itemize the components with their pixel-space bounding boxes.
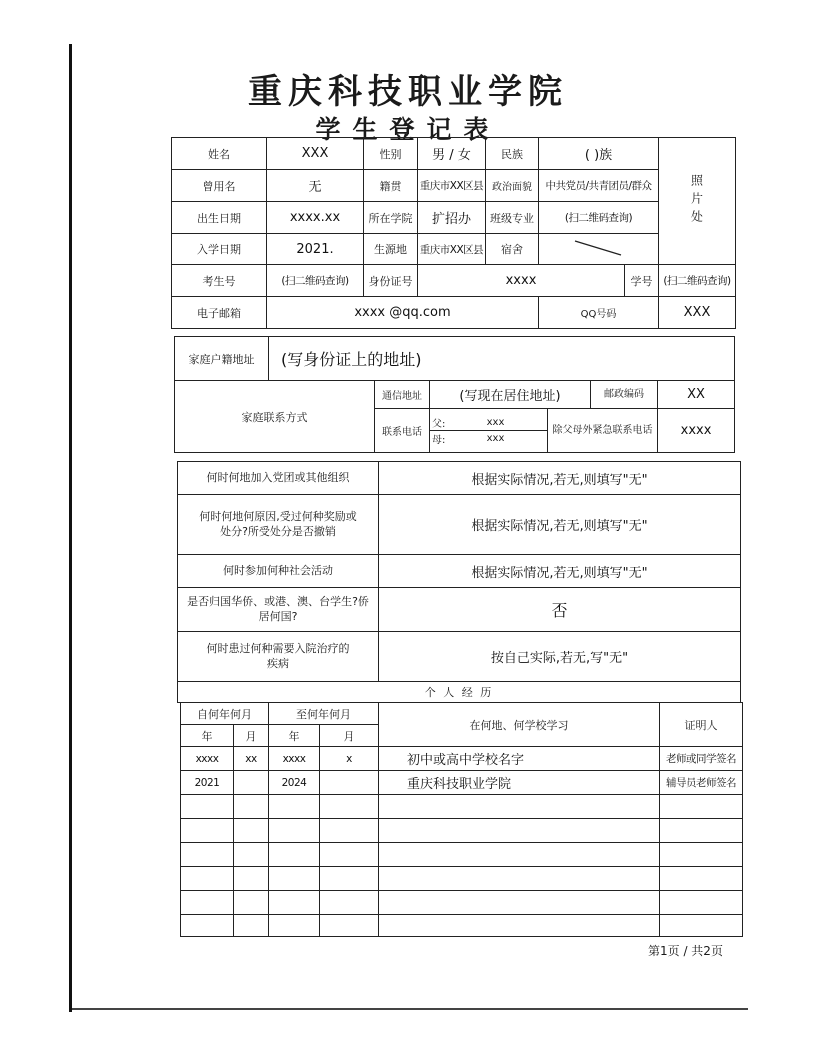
month-header: 月 bbox=[234, 725, 269, 747]
name-value: XXX bbox=[267, 138, 364, 170]
witness-header: 证明人 bbox=[660, 703, 743, 747]
political-status-value: 中共党员/共青团员/群众 bbox=[539, 170, 659, 202]
native-place-value: 重庆市XX区县 bbox=[418, 170, 486, 202]
from-year-cell: xxxx bbox=[181, 747, 234, 771]
page-number: 第1页 / 共2页 bbox=[648, 944, 723, 958]
from-month-cell bbox=[234, 771, 269, 795]
contact-table bbox=[174, 336, 735, 453]
father-phone-value: xxx bbox=[486, 417, 505, 428]
postcode-label: 邮政编码 bbox=[591, 381, 658, 409]
contact-label: 家庭联系方式 bbox=[175, 381, 375, 453]
history-answer: 根据实际情况,若无,则填写"无" bbox=[379, 462, 741, 495]
phone-label: 联系电话 bbox=[375, 409, 430, 453]
former-name-label: 曾用名 bbox=[172, 170, 267, 202]
school-name: 重庆科技职业学院 bbox=[248, 72, 568, 112]
witness-cell: 辅导员老师签名 bbox=[660, 771, 743, 795]
postcode-value: XX bbox=[658, 381, 735, 409]
id-no-value: xxxx bbox=[418, 265, 625, 297]
mail-address-value: (写现在居住地址) bbox=[430, 381, 591, 409]
history-question: 何时何地何原因,受过何种奖励或处分?所受处分是否撤销 bbox=[178, 495, 379, 555]
qq-label: QQ号码 bbox=[539, 297, 659, 329]
scan-edge bbox=[69, 44, 72, 1012]
history-table bbox=[177, 461, 741, 703]
history-question: 何时参加何种社会活动 bbox=[178, 555, 379, 588]
name-label: 姓名 bbox=[172, 138, 267, 170]
table-row bbox=[181, 747, 743, 771]
emergency-value: xxxx bbox=[658, 409, 735, 453]
dorm-label: 宿舍 bbox=[486, 234, 539, 265]
household-value: (写身份证上的地址) bbox=[269, 337, 735, 381]
history-question: 是否归国华侨、或港、澳、台学生?侨居何国? bbox=[178, 588, 379, 632]
to-month-cell: x bbox=[320, 747, 379, 771]
origin-value: 重庆市XX区县 bbox=[418, 234, 486, 265]
student-no-label: 学号 bbox=[625, 265, 659, 297]
father-label: 父: bbox=[432, 419, 446, 430]
emergency-label: 除父母外紧急联系电话 bbox=[548, 409, 658, 453]
table-row bbox=[181, 915, 743, 937]
table-row bbox=[181, 891, 743, 915]
history-answer: 根据实际情况,若无,则填写"无" bbox=[379, 495, 741, 555]
enroll-date-value: 2021. bbox=[267, 234, 364, 265]
history-answer: 否 bbox=[379, 588, 741, 632]
history-answer: 按自己实际,若无,写"无" bbox=[379, 632, 741, 682]
to-header: 至何年何月 bbox=[269, 703, 379, 725]
to-year-cell: xxxx bbox=[269, 747, 320, 771]
ethnicity-label: 民族 bbox=[486, 138, 539, 170]
form-title: 学生登记表 bbox=[315, 115, 501, 144]
student-no-value: (扫二维码查询) bbox=[659, 265, 736, 297]
table-row bbox=[181, 843, 743, 867]
history-question: 何时何地加入党团或其他组织 bbox=[178, 462, 379, 495]
exam-no-value: (扫二维码查询) bbox=[267, 265, 364, 297]
mother-label: 母: bbox=[432, 435, 446, 446]
place-header: 在何地、何学校学习 bbox=[379, 703, 660, 747]
gender-value: 男 / 女 bbox=[418, 138, 486, 170]
year-header: 年 bbox=[181, 725, 234, 747]
witness-cell: 老师或同学签名 bbox=[660, 747, 743, 771]
qq-value: XXX bbox=[659, 297, 736, 329]
mail-address-label: 通信地址 bbox=[375, 381, 430, 409]
strike-mark bbox=[569, 235, 629, 259]
year-header: 年 bbox=[269, 725, 320, 747]
experience-table bbox=[180, 702, 743, 937]
origin-label: 生源地 bbox=[364, 234, 418, 265]
to-year-cell: 2024 bbox=[269, 771, 320, 795]
month-header: 月 bbox=[320, 725, 379, 747]
political-status-label: 政治面貌 bbox=[486, 170, 539, 202]
photo-box bbox=[659, 138, 736, 265]
place-cell: 初中或高中学校名字 bbox=[379, 747, 660, 771]
table-row bbox=[181, 819, 743, 843]
history-answer: 根据实际情况,若无,则填写"无" bbox=[379, 555, 741, 588]
former-name-value: 无 bbox=[267, 170, 364, 202]
parents-phone bbox=[430, 409, 548, 453]
table-row bbox=[181, 867, 743, 891]
id-no-label: 身份证号 bbox=[364, 265, 418, 297]
from-header: 自何年何月 bbox=[181, 703, 269, 725]
from-year-cell: 2021 bbox=[181, 771, 234, 795]
table-row bbox=[181, 771, 743, 795]
birth-date-value: xxxx.xx bbox=[267, 202, 364, 234]
gender-label: 性别 bbox=[364, 138, 418, 170]
birth-date-label: 出生日期 bbox=[172, 202, 267, 234]
dorm-value bbox=[539, 234, 659, 265]
table-row bbox=[181, 795, 743, 819]
class-major-label: 班级专业 bbox=[486, 202, 539, 234]
history-question: 何时患过何种需要入院治疗的疾病 bbox=[178, 632, 379, 682]
enroll-date-label: 入学日期 bbox=[172, 234, 267, 265]
exam-no-label: 考生号 bbox=[172, 265, 267, 297]
experience-title: 个 人 经 历 bbox=[178, 682, 741, 703]
native-place-label: 籍贯 bbox=[364, 170, 418, 202]
college-label: 所在学院 bbox=[364, 202, 418, 234]
mother-phone-value: xxx bbox=[486, 433, 505, 444]
to-month-cell bbox=[320, 771, 379, 795]
class-major-value: (扫二维码查询) bbox=[539, 202, 659, 234]
email-label: 电子邮箱 bbox=[172, 297, 267, 329]
household-label: 家庭户籍地址 bbox=[175, 337, 269, 381]
email-value: xxxx @qq.com bbox=[267, 297, 539, 329]
photo-label: 照片处 bbox=[689, 174, 704, 228]
ethnicity-value: ( )族 bbox=[539, 138, 659, 170]
college-value: 扩招办 bbox=[418, 202, 486, 234]
place-cell: 重庆科技职业学院 bbox=[379, 771, 660, 795]
basic-info-table bbox=[171, 137, 736, 329]
from-month-cell: xx bbox=[234, 747, 269, 771]
scan-edge bbox=[72, 1008, 748, 1010]
